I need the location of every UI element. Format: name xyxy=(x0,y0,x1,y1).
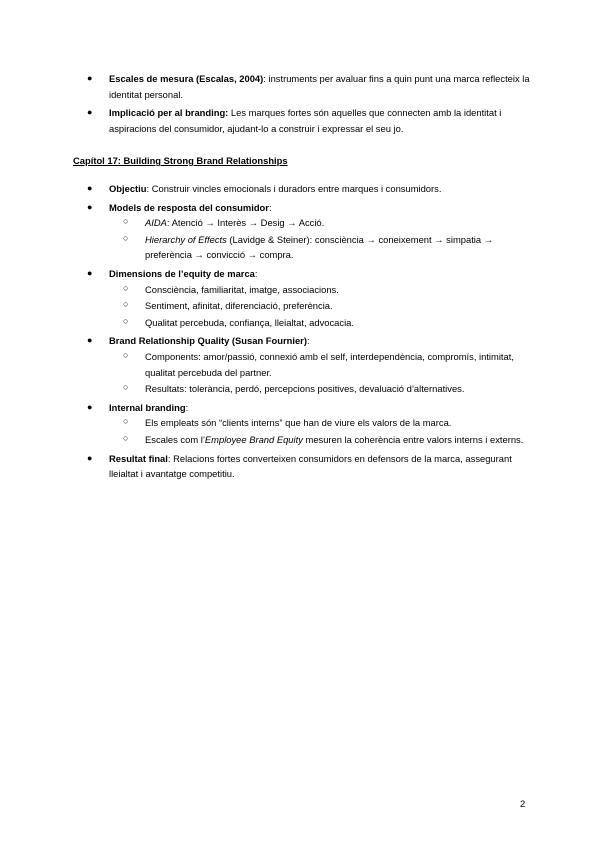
item-text: : xyxy=(268,201,272,213)
list-item xyxy=(73,105,533,136)
item-term: Models de resposta del consumidor xyxy=(109,201,269,213)
chapter-section xyxy=(73,181,533,485)
intro-section xyxy=(73,71,533,139)
bullet-icon: ● xyxy=(87,335,93,346)
sub-list-item xyxy=(109,315,533,331)
item-term: Dimensions de l’equity de marca xyxy=(109,267,255,279)
bullet-icon: ● xyxy=(87,401,93,412)
item-text: Resultats: tolerància, perdó, percepcions positives, devaluació d’alternatives. xyxy=(145,383,465,395)
hollow-bullet-icon: ○ xyxy=(123,232,129,243)
sub-list xyxy=(109,415,533,447)
item-text: Consciència, familiaritat, imatge, associacions. xyxy=(145,283,339,295)
item-text: : xyxy=(306,335,310,347)
bullet-icon: ● xyxy=(87,201,93,212)
sub-list xyxy=(109,282,533,331)
item-text: Components: amor/passió, connexió amb el self, interdependència, compromís, intimitat, qualitat percebuda del partner. xyxy=(145,350,514,378)
hollow-bullet-icon: ○ xyxy=(123,382,129,393)
item-text: Sentiment, afinitat, diferenciació, preferència. xyxy=(145,300,333,312)
item-term: Escales de mesura (Escalas, 2004) xyxy=(109,73,264,84)
intro-list xyxy=(73,71,533,136)
sub-list-item xyxy=(109,415,533,431)
chapter-heading: Capítol 17: Building Strong Brand Relationships xyxy=(73,155,288,166)
item-term: Internal branding xyxy=(109,401,186,413)
sub-list-item xyxy=(109,215,533,231)
list-item xyxy=(73,333,533,396)
sub-list-item xyxy=(109,349,533,380)
item-text: Qualitat percebuda, confiança, lleialtat, advocacia. xyxy=(145,316,354,328)
list-item xyxy=(73,181,533,197)
item-term: Resultat final xyxy=(109,452,168,464)
list-item xyxy=(73,71,533,102)
bullet-icon: ● xyxy=(87,107,93,118)
sub-list-item xyxy=(109,298,533,314)
sub-list-item xyxy=(109,381,533,397)
item-emphasis: AIDA xyxy=(145,217,167,229)
sub-list-item xyxy=(109,232,533,263)
list-item xyxy=(73,200,533,263)
hollow-bullet-icon: ○ xyxy=(123,432,129,443)
item-text: Els empleats són “clients interns” que han de viure els valors de la marca. xyxy=(145,417,452,429)
bullet-icon: ● xyxy=(87,73,93,83)
bullet-icon: ● xyxy=(87,183,93,193)
item-term: Objectiu xyxy=(109,183,147,194)
item-text: : Construir vincles emocionals i duradors entre marques i consumidors. xyxy=(146,183,442,194)
item-text: : xyxy=(254,267,258,279)
item-text: : Relacions fortes converteixen consumidors en defensors de la marca, assegurant lleialtat i avantatge competitiu. xyxy=(109,452,512,480)
page-number: 2 xyxy=(520,798,526,809)
sub-list xyxy=(109,215,533,263)
hollow-bullet-icon: ○ xyxy=(123,349,129,360)
bullet-icon: ● xyxy=(87,452,93,463)
sub-list xyxy=(109,349,533,397)
item-text: : xyxy=(185,401,189,413)
hollow-bullet-icon: ○ xyxy=(123,299,129,310)
item-emphasis: Employee Brand Equity xyxy=(204,433,303,445)
sub-list-item xyxy=(109,282,533,298)
item-text: (Lavidge & Steiner): consciència → coneixement → simpatia → preferència → convicció → compra. xyxy=(145,233,494,261)
sub-list-item xyxy=(109,432,533,448)
chapter-list xyxy=(73,181,533,482)
list-item xyxy=(73,266,533,330)
hollow-bullet-icon: ○ xyxy=(123,216,129,227)
item-text: mesuren la coherència entre valors interns i externs. xyxy=(302,433,524,445)
hollow-bullet-icon: ○ xyxy=(123,282,129,293)
list-item xyxy=(73,400,533,448)
item-text: Les marques fortes són aquelles que connecten amb la identitat i aspiracions del consumidor, ajudant-lo a construir i expressar el seu jo. xyxy=(109,107,502,134)
item-text: : Atenció → Interès → Desig → Acció. xyxy=(166,217,325,229)
list-item xyxy=(73,451,533,482)
item-term: Implicació per al branding: xyxy=(109,107,229,119)
hollow-bullet-icon: ○ xyxy=(123,416,129,427)
item-emphasis: Hierarchy of Effects xyxy=(145,233,227,245)
item-text: : instruments per avaluar fins a quin punt una marca reflecteix la identitat personal. xyxy=(109,73,530,100)
item-prefix: Escales com l’ xyxy=(145,433,205,445)
bullet-icon: ● xyxy=(87,267,93,278)
hollow-bullet-icon: ○ xyxy=(123,315,129,326)
item-term: Brand Relationship Quality (Susan Fournier) xyxy=(109,335,307,347)
